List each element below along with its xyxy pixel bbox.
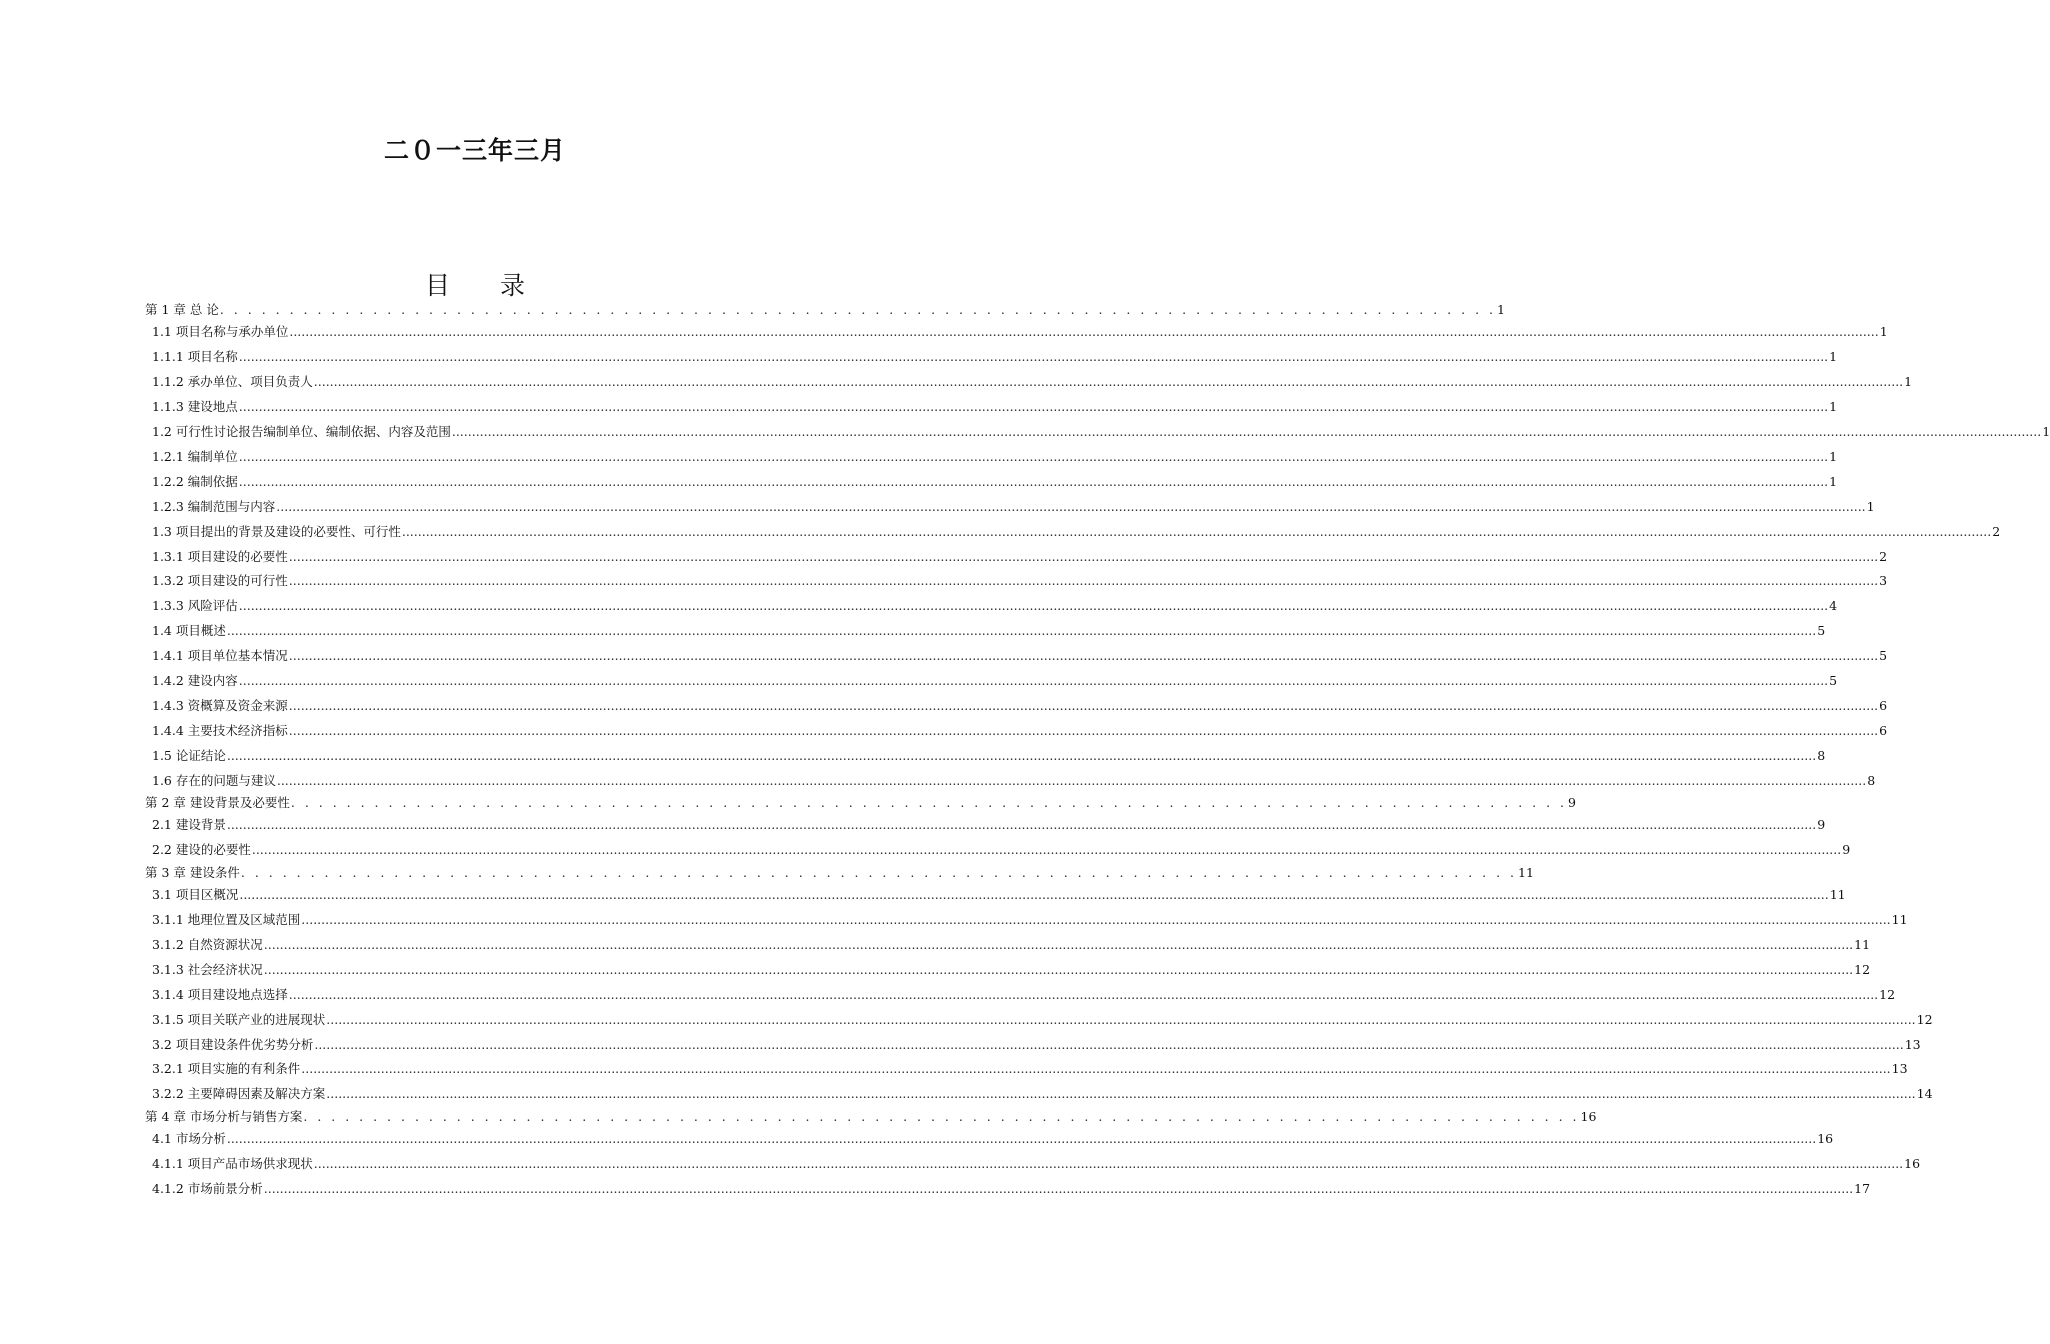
toc-entry-label: 3.2.1 项目实施的有利条件 [152,1061,301,1077]
toc-entry-label: 第 3 章 建设条件 [145,864,240,880]
toc-section-entry[interactable] [152,473,1838,490]
toc-entry-label: 2.1 建设背景 [152,817,226,833]
toc-entry-label: 3.1.2 自然资源状况 [152,936,263,952]
toc-page-number: 6 [1879,722,1888,738]
toc-entry-label: 1.3.3 风险评估 [152,598,238,614]
toc-page-number: 16 [1580,1108,1597,1124]
toc-entry-label: 1.4 项目概述 [152,623,226,639]
toc-section-entry[interactable] [152,697,1888,714]
toc-page-number: 11 [1518,864,1534,880]
toc-section-entry[interactable] [152,399,1838,415]
toc-leader-dots: ................................................................................................................................................................................................................................................................................................................................................................................................................ [238,349,1829,365]
toc-leader-dots: ................................................................................................................................................................................................................................................................................................................................................................................................................ [226,1131,1817,1147]
toc-leader-dots: ................................................................................................................................................................................................................................................................................................................................................................................................................ [238,473,1829,489]
toc-page-number: 1 [1829,399,1838,415]
toc-leader-dots: ................................................................................................................................................................................................................................................................................................................................................................................................................ [238,673,1829,688]
toc-entry-label: 1.3.1 项目建设的必要性 [152,548,288,564]
toc-leader-dots: ................................................................................................................................................................................................................................................................................................................................................................................................................ [289,324,1879,340]
toc-entry-label: 1.3 项目提出的背景及建设的必要性、可行性 [152,523,401,539]
toc-entry-label: 1.2.1 编制单位 [152,448,238,464]
toc-section-entry[interactable] [152,1180,1871,1197]
toc-leader-dots: ................................................................................................................................................................................................................................................................................................................................................................................................................ [314,1036,1904,1052]
toc-leader-dots: ................................................................................................................................................................................................................................................................................................................................................................................................................ [288,986,1879,1002]
toc-section-entry[interactable] [152,986,1896,1003]
toc-leader-dots: ................................................................................................................................................................................................................................................................................................................................................................................................................ [251,842,1842,858]
toc-page-number: 1 [1829,448,1838,464]
toc-chapter-entry[interactable] [145,302,1505,318]
toc-page-number: 11 [1829,887,1846,903]
toc-section-entry[interactable] [152,374,1913,390]
toc-entry-label: 1.2.3 编制范围与内容 [152,498,276,514]
toc-page-number: 2 [1992,523,2001,539]
toc-leader-dots: . . . . . . . . . . . . . . . . . . . . . . . . . . . . . . . . . . . . . . . . . . . . . . . . . . . . . . . . . . . . . . . . . . . . . . . . . . . . . . . . . . . . . . . . . . . . [219,302,1496,317]
toc-leader-dots: ................................................................................................................................................................................................................................................................................................................................................................................................................ [238,448,1829,464]
toc-page-number: 12 [1879,986,1896,1002]
toc-page-number: 1 [1879,324,1888,340]
toc-leader-dots: ................................................................................................................................................................................................................................................................................................................................................................................................................ [276,498,1866,514]
toc-page-number: 9 [1842,842,1851,858]
toc-leader-dots: . . . . . . . . . . . . . . . . . . . . . . . . . . . . . . . . . . . . . . . . . . . . . . . . . . . . . . . . . . . . . . . . . . . . . . . . . . . . . . . . . . . . . . . . . . . . [303,1108,1580,1124]
toc-page-number: 5 [1829,673,1838,688]
toc-section-entry[interactable] [152,548,1888,565]
toc-chapter-entry[interactable] [145,795,1576,811]
toc-section-entry[interactable] [152,842,1851,858]
toc-entry-label: 1.4.2 建设内容 [152,673,238,688]
toc-chapter-entry[interactable] [145,864,1534,881]
toc-page-number: 1 [1829,349,1838,365]
toc-section-entry[interactable] [152,448,1838,465]
toc-entry-label: 第 4 章 市场分析与销售方案 [145,1108,303,1124]
toc-section-entry[interactable] [152,1011,1933,1028]
toc-leader-dots: ................................................................................................................................................................................................................................................................................................................................................................................................................ [288,548,1879,564]
toc-entry-label: 第 1 章 总 论 [145,302,219,317]
toc-leader-dots: ................................................................................................................................................................................................................................................................................................................................................................................................................ [238,598,1829,614]
toc-page-number: 1 [1497,302,1505,317]
toc-page-number: 1 [2042,424,2050,439]
toc-entry-label: 1.4.1 项目单位基本情况 [152,648,288,664]
toc-page-number: 17 [1854,1180,1871,1196]
toc-leader-dots: ................................................................................................................................................................................................................................................................................................................................................................................................................ [226,623,1817,639]
toc-page-number: 1 [1866,498,1875,514]
toc-page-number: 13 [1891,1061,1908,1077]
toc-page-number: 9 [1568,795,1576,810]
toc-section-entry[interactable] [152,1086,1933,1102]
toc-leader-dots: ................................................................................................................................................................................................................................................................................................................................................................................................................ [451,424,2042,439]
toc-entry-label: 1.4.4 主要技术经济指标 [152,722,288,738]
toc-entry-label: 1.6 存在的问题与建议 [152,772,276,788]
toc-entry-label: 2.2 建设的必要性 [152,842,251,858]
toc-leader-dots: ................................................................................................................................................................................................................................................................................................................................................................................................................ [226,747,1817,763]
toc-section-entry[interactable] [152,349,1838,365]
toc-section-entry[interactable] [152,912,1908,928]
toc-entry-label: 1.1.2 承办单位、项目负责人 [152,374,313,390]
toc-entry-label: 1.1.3 建设地点 [152,399,238,415]
toc-leader-dots: ................................................................................................................................................................................................................................................................................................................................................................................................................ [288,697,1879,713]
toc-entry-label: 1.1.1 项目名称 [152,349,238,365]
toc-page-number: 16 [1904,1156,1921,1171]
toc-entry-label: 4.1 市场分析 [152,1131,226,1147]
document-date-title: 二０一三年三月 [383,136,566,165]
toc-leader-dots: ................................................................................................................................................................................................................................................................................................................................................................................................................ [263,936,1854,952]
toc-section-entry[interactable] [152,1036,1921,1053]
toc-page-number: 5 [1879,648,1888,664]
toc-entry-label: 3.1.3 社会经济状况 [152,961,263,977]
toc-leader-dots: ................................................................................................................................................................................................................................................................................................................................................................................................................ [301,1061,1891,1077]
toc-leader-dots: ................................................................................................................................................................................................................................................................................................................................................................................................................ [288,648,1879,664]
toc-entry-label: 1.3.2 项目建设的可行性 [152,573,288,589]
toc-leader-dots: ................................................................................................................................................................................................................................................................................................................................................................................................................ [239,887,1829,903]
toc-page-number: 13 [1904,1036,1921,1052]
toc-page-number: 3 [1879,573,1888,589]
toc-heading [0,266,950,302]
toc-leader-dots: ................................................................................................................................................................................................................................................................................................................................................................................................................ [276,772,1867,788]
toc-section-entry[interactable] [152,598,1838,614]
toc-section-entry[interactable] [152,324,1888,340]
toc-entry-label: 1.2 可行性讨论报告编制单位、编制依据、内容及范围 [152,424,451,439]
toc-section-entry[interactable] [152,523,2001,540]
toc-section-entry[interactable] [152,623,1826,639]
toc-section-entry[interactable] [152,722,1888,739]
toc-heading-char-2: 录 [500,271,526,300]
toc-entry-label: 1.5 论证结论 [152,747,226,763]
toc-page-number: 9 [1817,817,1826,833]
toc-entry-label: 3.2.2 主要障碍因素及解决方案 [152,1086,326,1102]
toc-section-entry[interactable] [152,424,2050,440]
toc-section-entry[interactable] [152,961,1871,978]
toc-page-number: 2 [1879,548,1888,564]
toc-section-entry[interactable] [152,1156,1921,1172]
toc-page-number: 4 [1829,598,1838,614]
toc-section-entry[interactable] [152,498,1875,515]
toc-leader-dots: ................................................................................................................................................................................................................................................................................................................................................................................................................ [288,573,1879,589]
toc-entry-label: 1.4.3 资概算及资金来源 [152,697,288,713]
toc-leader-dots: . . . . . . . . . . . . . . . . . . . . . . . . . . . . . . . . . . . . . . . . . . . . . . . . . . . . . . . . . . . . . . . . . . . . . . . . . . . . . . . . . . . . . . . . . . . . [240,864,1518,880]
toc-page-number: 6 [1879,697,1888,713]
toc-leader-dots: ................................................................................................................................................................................................................................................................................................................................................................................................................ [288,722,1879,738]
toc-section-entry[interactable] [152,747,1826,764]
toc-entry-label: 4.1.2 市场前景分析 [152,1180,263,1196]
toc-page-number: 16 [1817,1131,1834,1147]
toc-section-entry[interactable] [152,648,1888,664]
toc-chapter-entry[interactable] [145,1108,1597,1125]
toc-section-entry[interactable] [152,1131,1834,1147]
toc-heading-char-1: 目 [424,271,450,300]
toc-leader-dots: ................................................................................................................................................................................................................................................................................................................................................................................................................ [226,817,1817,833]
toc-entry-label: 3.1.4 项目建设地点选择 [152,986,288,1002]
toc-section-entry[interactable] [152,817,1826,833]
toc-section-entry[interactable] [152,1061,1908,1077]
toc-entry-label: 3.1.1 地理位置及区域范围 [152,912,301,927]
toc-leader-dots: ................................................................................................................................................................................................................................................................................................................................................................................................................ [263,961,1854,977]
toc-entry-label: 3.2 项目建设条件优劣势分析 [152,1036,314,1052]
toc-page-number: 1 [1904,374,1913,390]
toc-leader-dots: ................................................................................................................................................................................................................................................................................................................................................................................................................ [313,1156,1904,1171]
toc-leader-dots: ................................................................................................................................................................................................................................................................................................................................................................................................................ [326,1086,1916,1102]
toc-page-number: 12 [1916,1011,1933,1027]
toc-entry-label: 3.1.5 项目关联产业的进展现状 [152,1011,326,1027]
toc-section-entry[interactable] [152,573,1888,589]
toc-page-number: 12 [1854,961,1871,977]
toc-page-number: 14 [1916,1086,1933,1102]
toc-section-entry[interactable] [152,673,1838,689]
toc-page-number: 5 [1817,623,1826,639]
toc-section-entry[interactable] [152,772,1876,789]
toc-leader-dots: ................................................................................................................................................................................................................................................................................................................................................................................................................ [313,374,1904,390]
toc-entry-label: 4.1.1 项目产品市场供求现状 [152,1156,313,1171]
toc-entry-label: 3.1 项目区概况 [152,887,239,903]
toc-leader-dots: ................................................................................................................................................................................................................................................................................................................................................................................................................ [238,399,1829,415]
toc-leader-dots: . . . . . . . . . . . . . . . . . . . . . . . . . . . . . . . . . . . . . . . . . . . . . . . . . . . . . . . . . . . . . . . . . . . . . . . . . . . . . . . . . . . . . . . . . . . . [290,795,1568,810]
toc-leader-dots: ................................................................................................................................................................................................................................................................................................................................................................................................................ [401,523,1992,539]
toc-page-number: 8 [1867,772,1876,788]
toc-leader-dots: ................................................................................................................................................................................................................................................................................................................................................................................................................ [326,1011,1916,1027]
toc-page-number: 11 [1854,936,1871,952]
toc-section-entry[interactable] [152,887,1846,903]
toc-entry-label: 第 2 章 建设背景及必要性 [145,795,290,810]
toc-page-number: 8 [1817,747,1826,763]
toc-page-number: 11 [1891,912,1908,927]
toc-section-entry[interactable] [152,936,1871,953]
toc-entry-label: 1.1 项目名称与承办单位 [152,324,289,340]
toc-page-number: 1 [1829,473,1838,489]
toc-leader-dots: ................................................................................................................................................................................................................................................................................................................................................................................................................ [301,912,1891,927]
toc-leader-dots: ................................................................................................................................................................................................................................................................................................................................................................................................................ [263,1180,1854,1196]
toc-entry-label: 1.2.2 编制依据 [152,473,238,489]
